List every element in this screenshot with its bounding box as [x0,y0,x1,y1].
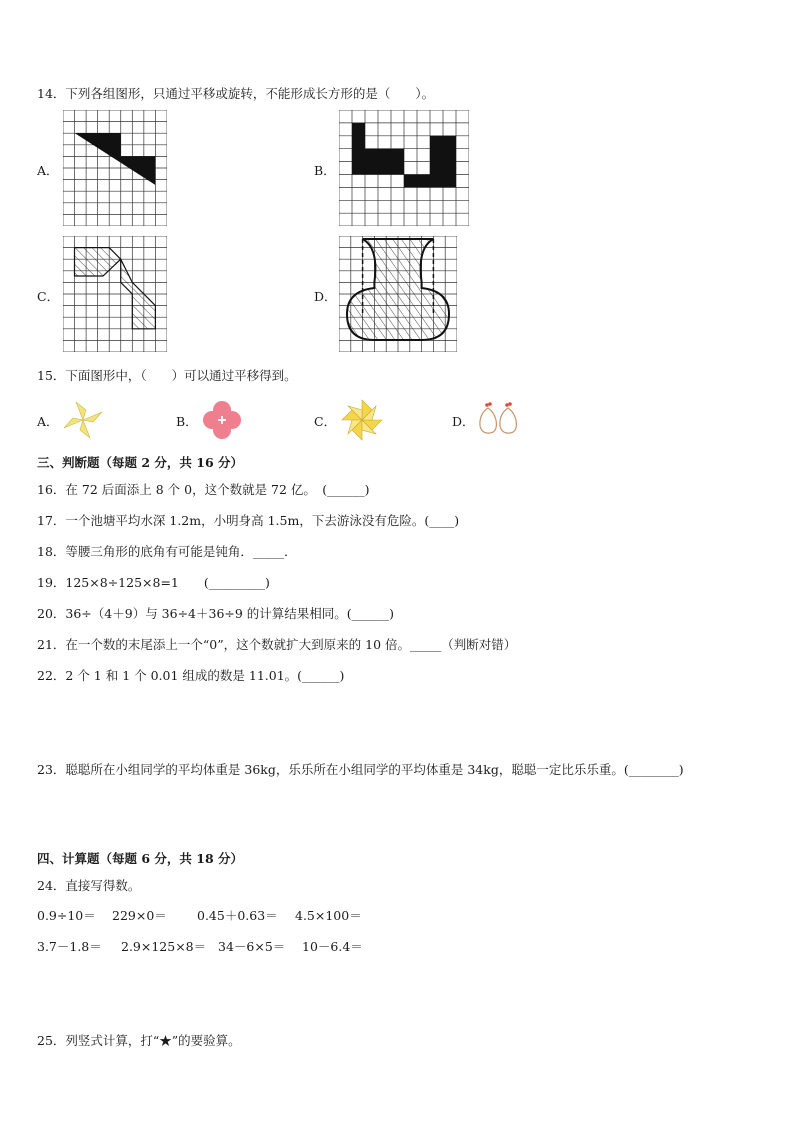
calc-item: 0.45＋0.63＝ [197,908,278,923]
question-25: 25．列竖式计算，打“★”的要验算。 [37,1033,241,1048]
q14-option-c-label: C． [37,289,60,304]
q14-option-d-label: D． [314,289,337,304]
q14-option-a-label: A． [37,163,59,178]
calc-item: 0.9÷10＝ [37,908,96,923]
question-21: 21．在一个数的末尾添上一个“0”，这个数就扩大到原来的 10 倍。_____（判断对错） [37,637,517,652]
section-3-title: 三、判断题（每题 2 分，共 16 分） [37,455,244,470]
section-4-title: 四、计算题（每题 6 分，共 18 分） [37,851,244,866]
question-23: 23．聪聪所在小组同学的平均体重是 36kg，乐乐所在小组同学的平均体重是 34kg，聪聪一定比乐乐重。(________) [37,762,684,777]
calc-item: 3.7－1.8＝ [37,939,102,954]
star-pinwheel-icon [340,398,384,442]
calc-item: 4.5×100＝ [295,908,362,923]
q14-text: 14．下列各组图形，只通过平移或旋转，不能形成长方形的是（ ）。 [37,86,435,101]
four-petal-flower-icon [201,400,243,440]
q14-option-a-figure [63,110,167,226]
question-20: 20．36÷（4＋9）与 36÷4＋36÷9 的计算结果相同。(______) [37,606,395,621]
question-18: 18．等腰三角形的底角有可能是钝角．_____． [37,544,297,559]
q14-option-b-figure [339,110,469,226]
pinwheel-icon [62,400,104,440]
q15-option-a-label: A． [37,414,59,429]
question-16: 16．在 72 后面添上 8 个 0，这个数就是 72 亿。 (______) [37,482,370,497]
calc-item: 2.9×125×8＝ [121,939,207,954]
q15-option-c-label: C． [314,414,337,429]
calc-item: 34－6×5＝ [218,939,286,954]
q15-option-d-label: D． [452,414,475,429]
calc-item: 10－6.4＝ [302,939,363,954]
q14-option-c-figure [63,236,167,352]
two-chicks-icon [476,400,522,436]
calc-item: 229×0＝ [112,908,167,923]
q15-option-b-label: B． [176,414,198,429]
question-22: 22．2 个 1 和 1 个 0.01 组成的数是 11.01。(______) [37,668,345,683]
question-19: 19．125×8÷125×8=1 (_________) [37,575,270,590]
question-17: 17．一个池塘平均水深 1.2m，小明身高 1.5m，下去游泳没有危险。(____) [37,513,460,528]
q15-text: 15．下面图形中，（ ）可以通过平移得到。 [37,368,297,383]
q14-option-d-figure [339,236,457,352]
question-24: 24．直接写得数。 [37,878,141,893]
q14-option-b-label: B． [314,163,336,178]
